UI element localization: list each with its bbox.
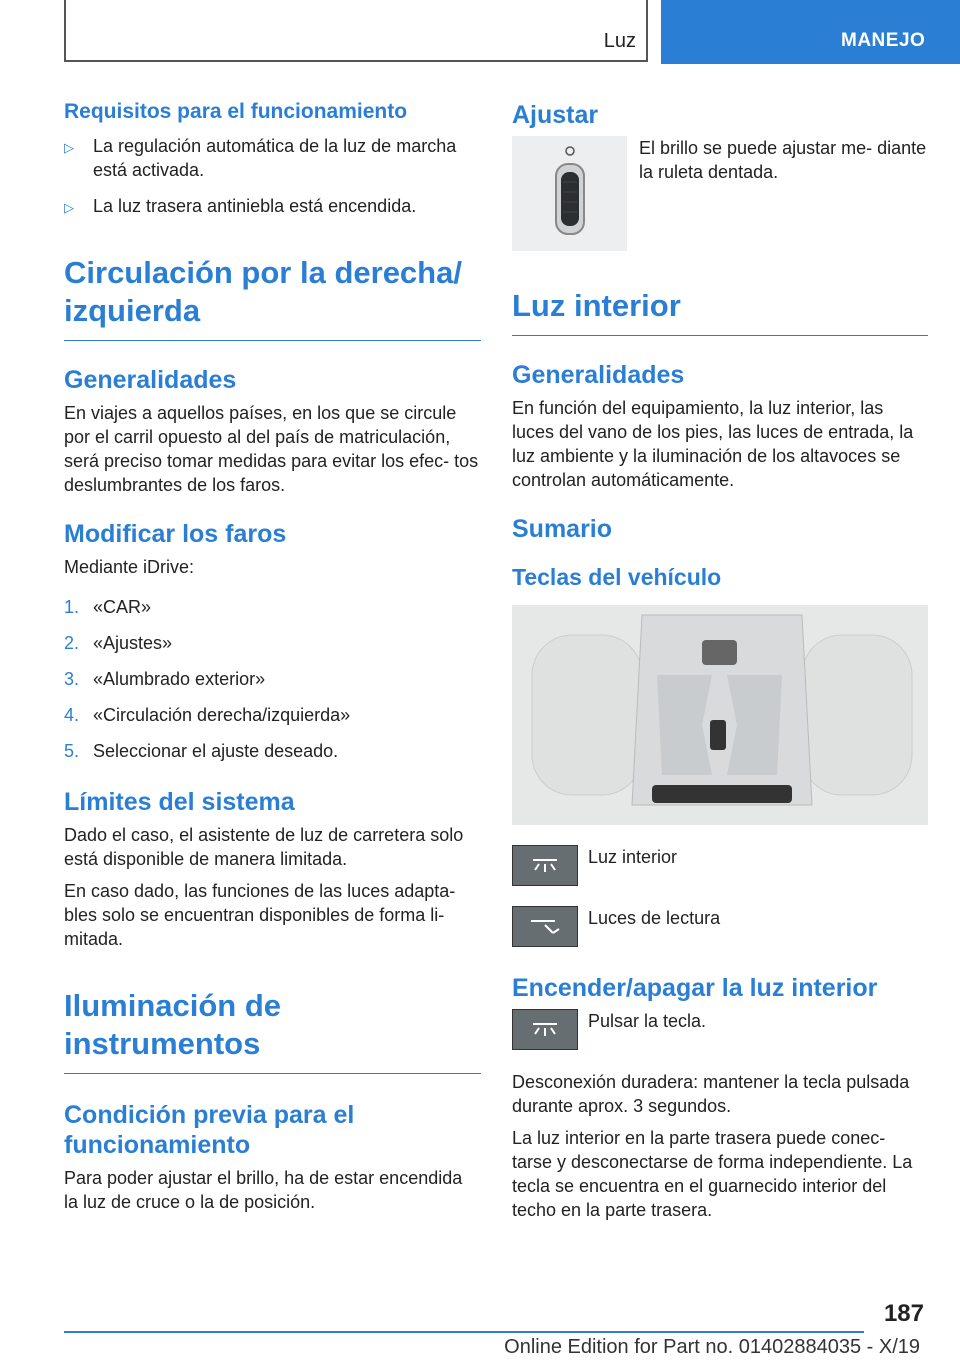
aj-title: Ajustar	[512, 101, 599, 129]
list-item	[64, 134, 481, 182]
key-row	[512, 845, 928, 886]
step-item	[64, 631, 481, 655]
roof-console-image	[512, 605, 928, 825]
teclas-title: Teclas del vehículo	[512, 564, 722, 590]
right-column	[512, 100, 928, 1230]
key1-label: Luz interior	[588, 847, 678, 867]
header-section-title: Luz	[603, 30, 636, 52]
step-item	[64, 703, 481, 727]
mod-intro: Mediante iDrive:	[64, 557, 195, 577]
circ-title	[64, 254, 481, 341]
key-row	[512, 1009, 928, 1050]
triangle-bullet-icon: ▷	[64, 200, 74, 215]
aj-text: El brillo se puede ajustar me- diante la ruleta dentada.	[639, 138, 927, 182]
ilum-title-line1: Iluminación de	[64, 988, 282, 1023]
cond-text: Para poder ajustar el brillo, ha de estar encendida la luz de cruce o la de posición.	[64, 1168, 463, 1212]
key2-label: Luces de lectura	[588, 908, 721, 928]
list-item	[64, 194, 481, 220]
step-number: 1.	[64, 597, 80, 617]
interior-light-key-icon	[512, 1009, 578, 1050]
step-item	[64, 667, 481, 691]
enc-key-label: Pulsar la tecla.	[588, 1011, 707, 1031]
sum-title: Sumario	[512, 515, 613, 543]
ilum-title-line2: instrumentos	[64, 1026, 261, 1061]
footer-divider	[64, 1331, 864, 1333]
enc-p2: La luz interior en la parte trasera puede conec- tarse y desconectarse de forma independiente. La tecla se encuentra en el guarnecido interior del techo en la parte trasera.	[512, 1128, 913, 1220]
step-text: «Alumbrado exterior»	[93, 669, 266, 689]
list-item-text: La regulación automática de la luz de marcha está activada.	[93, 136, 457, 180]
li-title: Luz interior	[512, 287, 928, 336]
lim-p1: Dado el caso, el asistente de luz de carretera solo está disponible de manera limitada.	[64, 825, 464, 869]
header-frame	[64, 0, 648, 62]
page-number: 187	[883, 1300, 924, 1327]
step-text: «CAR»	[93, 597, 152, 617]
gen-text-left: En viajes a aquellos países, en los que se circule por el carril opuesto al del país de matriculación, será preciso tomar medidas para evitar los efec- tos deslumbrantes de los faros.	[64, 403, 479, 495]
circ-title-line2: izquierda	[64, 293, 201, 328]
enc-p1: Desconexión duradera: mantener la tecla pulsada durante aprox. 3 segundos.	[512, 1072, 910, 1116]
lim-p2: En caso dado, las funciones de las luces adapta- bles solo se encuentran disponibles de forma li- mitada.	[64, 881, 456, 949]
gen-title-right: Generalidades	[512, 361, 685, 389]
ilum-title	[64, 987, 481, 1074]
footer-edition: Online Edition for Part no. 01402884035 - X/19	[504, 1336, 920, 1358]
gen-title-left: Generalidades	[64, 366, 237, 394]
step-number: 2.	[64, 633, 80, 653]
step-item	[64, 595, 481, 619]
step-text: «Circulación derecha/izquierda»	[93, 705, 351, 725]
step-item	[64, 739, 481, 763]
lim-title: Límites del sistema	[64, 788, 295, 816]
interior-light-key-icon	[512, 845, 578, 886]
enc-title: Encender/apagar la luz interior	[512, 974, 878, 1002]
req-title: Requisitos para el funcionamiento	[64, 100, 408, 123]
cond-title: Condición previa para el funcionamiento	[64, 1101, 355, 1159]
mod-title: Modificar los faros	[64, 520, 287, 548]
step-text: Seleccionar el ajuste deseado.	[93, 741, 339, 761]
list-item-text: La luz trasera antiniebla está encendida.	[93, 196, 417, 216]
left-column	[64, 100, 481, 1222]
step-number: 3.	[64, 669, 80, 689]
gen-text-right: En función del equipamiento, la luz interior, las luces del vano de los pies, las luces de entrada, la luz ambiente y la iluminación de los altavoces se controlan automáticamente.	[512, 398, 914, 490]
dimmer-wheel-image	[512, 136, 627, 251]
triangle-bullet-icon: ▷	[64, 140, 74, 155]
header-chapter-tab[interactable]: MANEJO	[661, 0, 960, 64]
circ-title-line1: Circulación por la derecha/	[64, 255, 462, 290]
reading-light-key-icon	[512, 906, 578, 947]
key-row	[512, 906, 928, 947]
step-number: 5.	[64, 741, 80, 761]
step-number: 4.	[64, 705, 80, 725]
step-text: «Ajustes»	[93, 633, 173, 653]
